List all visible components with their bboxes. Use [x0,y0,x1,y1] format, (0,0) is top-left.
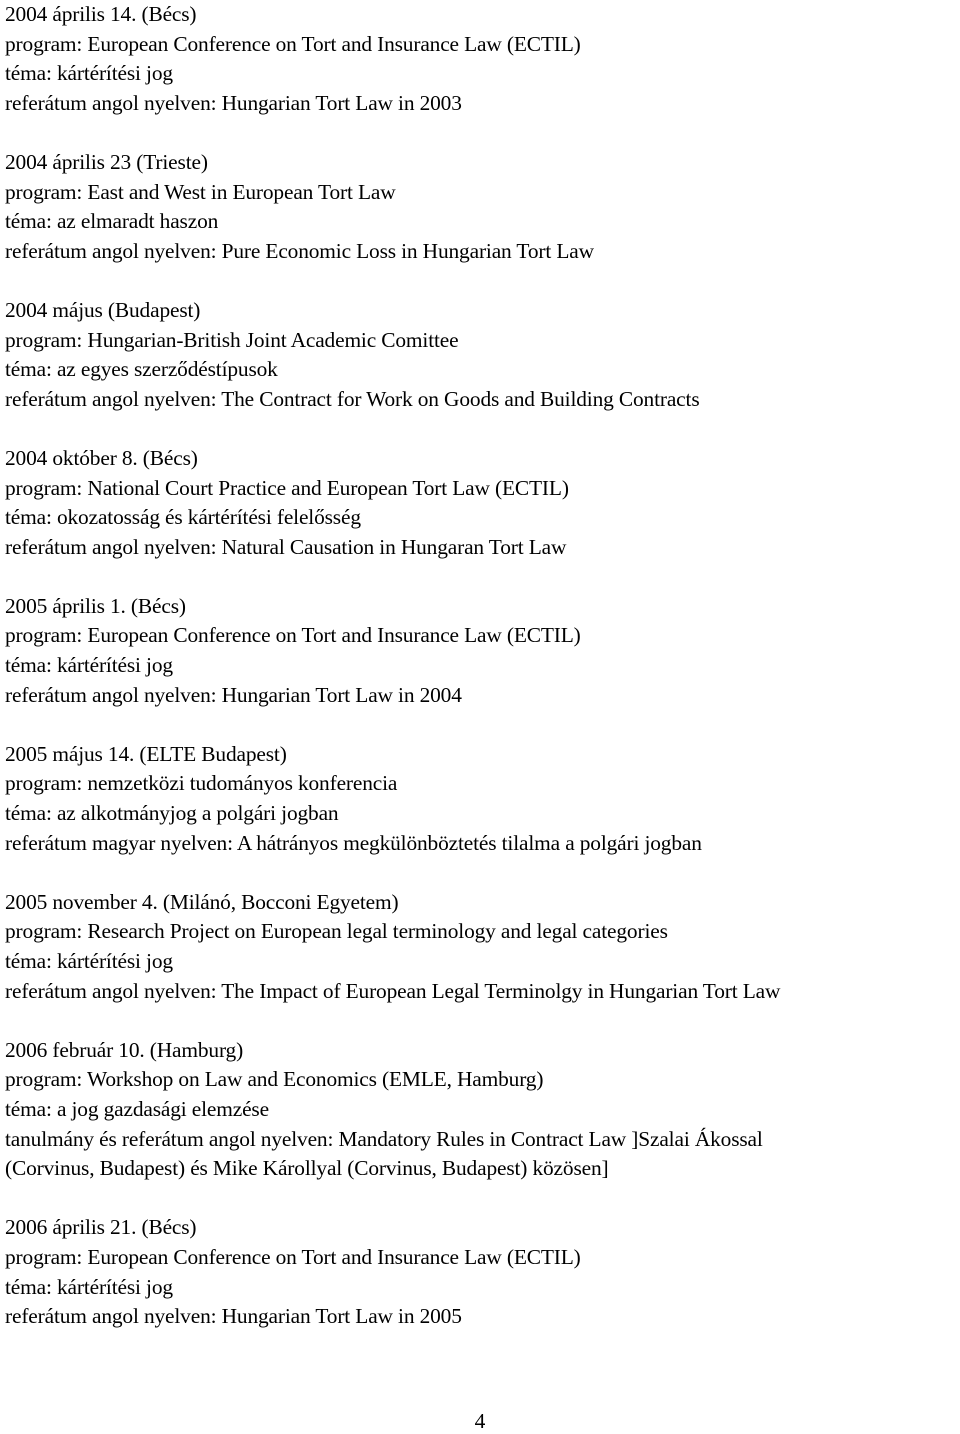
entry-line: program: Workshop on Law and Economics (EMLE, Hamburg) [5,1067,544,1092]
entry-line: téma: az elmaradt haszon [5,209,219,234]
entry-date-place: 2005 április 1. (Bécs) [5,593,186,618]
entry-line: referátum angol nyelven: Pure Economic Loss in Hungarian Tort Law [5,238,594,263]
document-body [5,0,955,1332]
conference-entry [5,740,955,858]
entry-date-place: 2004 április 14. (Bécs) [5,2,197,26]
entry-line: referátum angol nyelven: The Contract for Work on Goods and Building Contracts [5,386,700,411]
entry-line: referátum angol nyelven: Hungarian Tort Law in 2005 [5,1304,462,1329]
page-number: 4 [474,1409,486,1433]
entry-line: tanulmány és referátum angol nyelven: Mandatory Rules in Contract Law ]Szalai Ákossal [5,1126,763,1151]
entry-line: téma: okozatosság és kártérítési felelősség [5,505,361,530]
entry-line: referátum angol nyelven: The Impact of European Legal Terminolgy in Hungarian Tort Law [5,978,781,1003]
entry-line: program: European Conference on Tort and Insurance Law (ECTIL) [5,623,581,648]
entry-date-place: 2006 április 21. (Bécs) [5,1215,197,1240]
entry-line: program: nemzetközi tudományos konferencia [5,771,398,796]
entry-line: program: Hungarian-British Joint Academic Comittee [5,327,459,352]
entry-date-place: 2006 február 10. (Hamburg) [5,1037,244,1062]
entry-date-place: 2004 április 23 (Trieste) [5,149,208,174]
entry-line: referátum angol nyelven: Natural Causation in Hungaran Tort Law [5,534,567,559]
conference-entry [5,296,955,414]
conference-entry [5,444,955,562]
entry-line: referátum magyar nyelven: A hátrányos megkülönböztetés tilalma a polgári jogban [5,830,702,855]
conference-entry [5,592,955,710]
entry-line: téma: a jog gazdasági elemzése [5,1096,269,1121]
entry-date-place: 2004 május (Budapest) [5,297,201,322]
entry-date-place: 2005 május 14. (ELTE Budapest) [5,741,287,766]
entry-line: program: Research Project on European legal terminology and legal categories [5,919,668,944]
conference-entry [5,148,955,266]
conference-entry [5,1213,955,1331]
entry-line: téma: kártérítési jog [5,653,173,678]
entry-line: (Corvinus, Budapest) és Mike Károllyal (Corvinus, Budapest) közösen] [5,1156,609,1181]
entry-line: program: European Conference on Tort and Insurance Law (ECTIL) [5,31,581,56]
entry-line: referátum angol nyelven: Hungarian Tort Law in 2004 [5,682,462,707]
entry-line: téma: az alkotmányjog a polgári jogban [5,801,339,826]
entry-line: program: European Conference on Tort and Insurance Law (ECTIL) [5,1244,581,1269]
entry-line: referátum angol nyelven: Hungarian Tort Law in 2003 [5,90,462,115]
conference-entry [5,1036,955,1184]
entry-line: téma: kártérítési jog [5,1274,173,1299]
entry-line: program: East and West in European Tort Law [5,179,396,204]
conference-entry [5,888,955,1006]
entry-line: téma: kártérítési jog [5,949,173,973]
conference-entry [5,0,955,118]
entry-date-place: 2005 november 4. (Milánó, Bocconi Egyetem) [5,889,399,914]
entry-line: téma: kártérítési jog [5,61,173,86]
entry-date-place: 2004 október 8. (Bécs) [5,445,198,470]
entry-line: téma: az egyes szerződéstípusok [5,357,278,382]
entry-line: program: National Court Practice and European Tort Law (ECTIL) [5,475,569,500]
